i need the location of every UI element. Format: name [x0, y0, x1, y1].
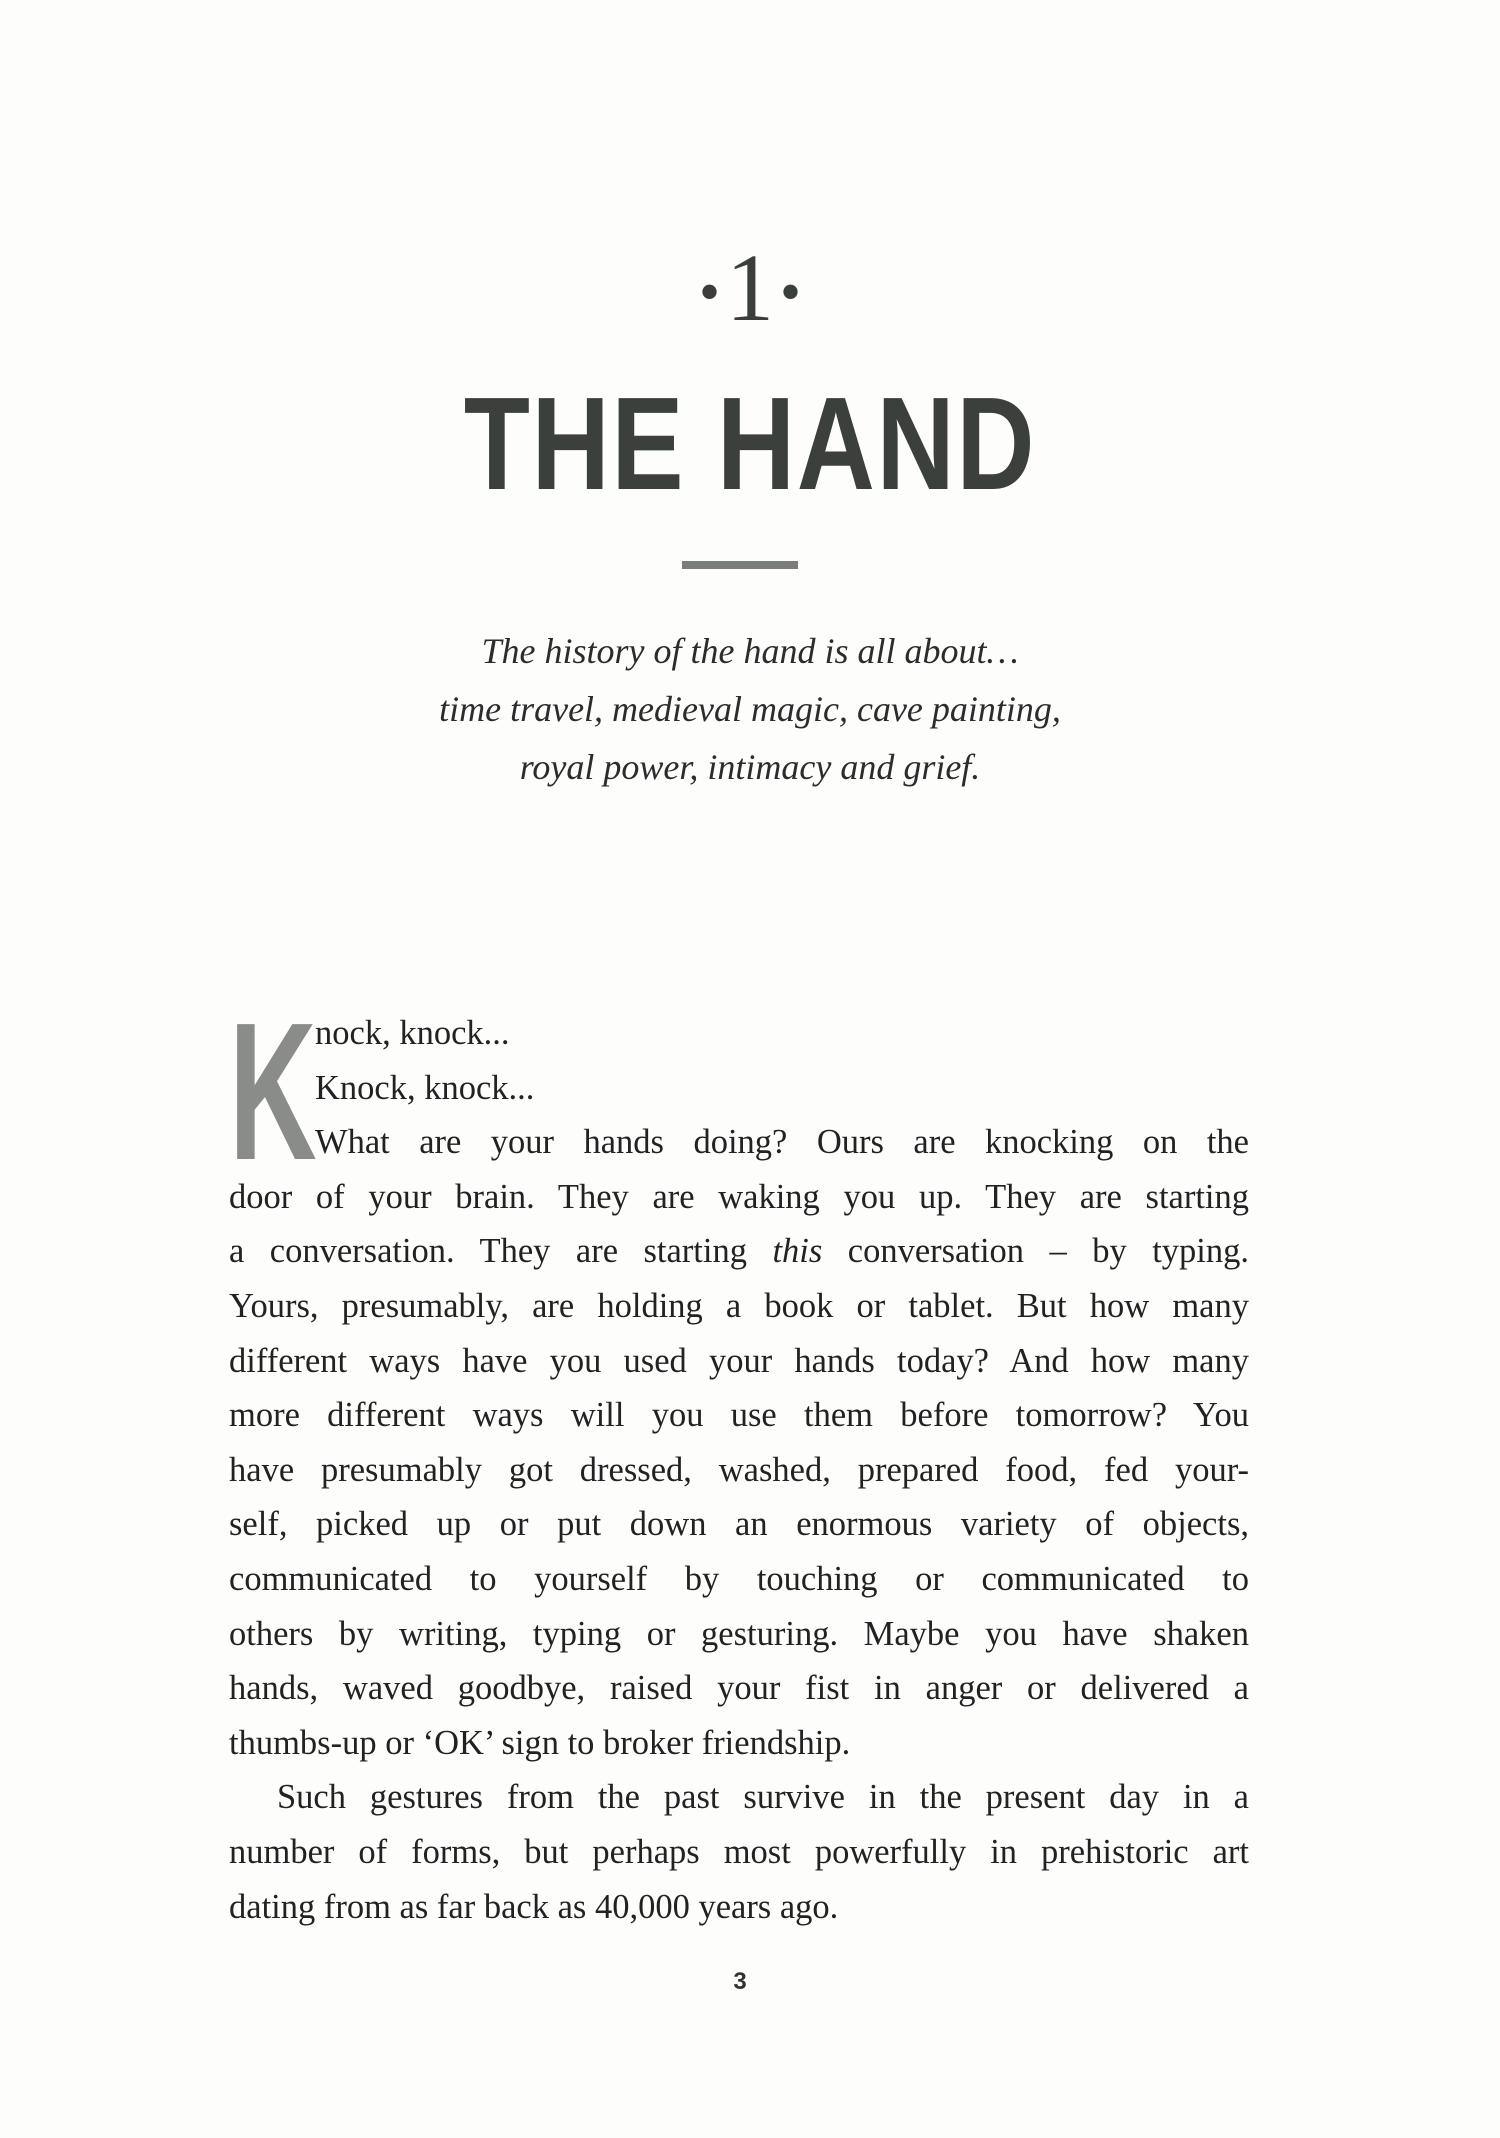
- body-line: door of your brain. They are waking you up. They are starting: [229, 1177, 1249, 1216]
- epigraph-line: time travel, medieval magic, cave painting,: [439, 689, 1061, 729]
- bullet-left: •: [698, 258, 720, 325]
- body-line: more different ways will you use them before tomorrow? You: [229, 1396, 1249, 1435]
- body-line: self, picked up or put down an enormous variety of objects,: [229, 1505, 1249, 1544]
- body-line: number of forms, but perhaps most powerfully in prehistoric art: [229, 1832, 1249, 1871]
- chapter-epigraph: [250, 622, 1250, 796]
- chapter-number: [0, 234, 1500, 346]
- body-line: different ways have you used your hands today? And how many: [229, 1341, 1249, 1380]
- body-line: have presumably got dressed, washed, prepared food, fed your-: [229, 1450, 1249, 1489]
- page-number: 3: [733, 1968, 747, 1995]
- body-line: communicated to yourself by touching or communicated to: [229, 1559, 1249, 1598]
- drop-cap: K: [229, 982, 317, 1201]
- epigraph-line: The history of the hand is all about…: [481, 631, 1019, 671]
- chapter-number-value: 1: [726, 234, 774, 341]
- body-line: dating from as far back as 40,000 years ago.: [229, 1887, 839, 1926]
- body-text: [229, 982, 1249, 1934]
- bullet-right: •: [780, 258, 802, 325]
- body-line: [229, 1224, 1249, 1279]
- body-line: Such gestures from the past survive in the present day in a: [277, 1778, 1249, 1817]
- body-line-part: a conversation. They are starting: [229, 1232, 773, 1271]
- body-line: Yours, presumably, are holding a book or tablet. But how many: [229, 1286, 1249, 1325]
- chapter-title: THE HAND: [463, 370, 1037, 517]
- body-line: nock, knock...: [315, 1014, 510, 1052]
- title-divider: [682, 561, 798, 569]
- body-line-part: conversation – by typing.: [822, 1232, 1249, 1271]
- body-line: others by writing, typing or gesturing. Maybe you have shaken: [229, 1614, 1249, 1653]
- body-line: hands, waved goodbye, raised your fist in anger or delivered a: [229, 1669, 1249, 1708]
- body-line: What are your hands doing? Ours are knocking on the: [315, 1123, 1249, 1162]
- body-line: thumbs-up or ‘OK’ sign to broker friendship.: [229, 1723, 851, 1762]
- emphasis-this: this: [772, 1232, 823, 1271]
- body-line: Knock, knock...: [315, 1068, 535, 1107]
- epigraph-line: royal power, intimacy and grief.: [519, 747, 981, 787]
